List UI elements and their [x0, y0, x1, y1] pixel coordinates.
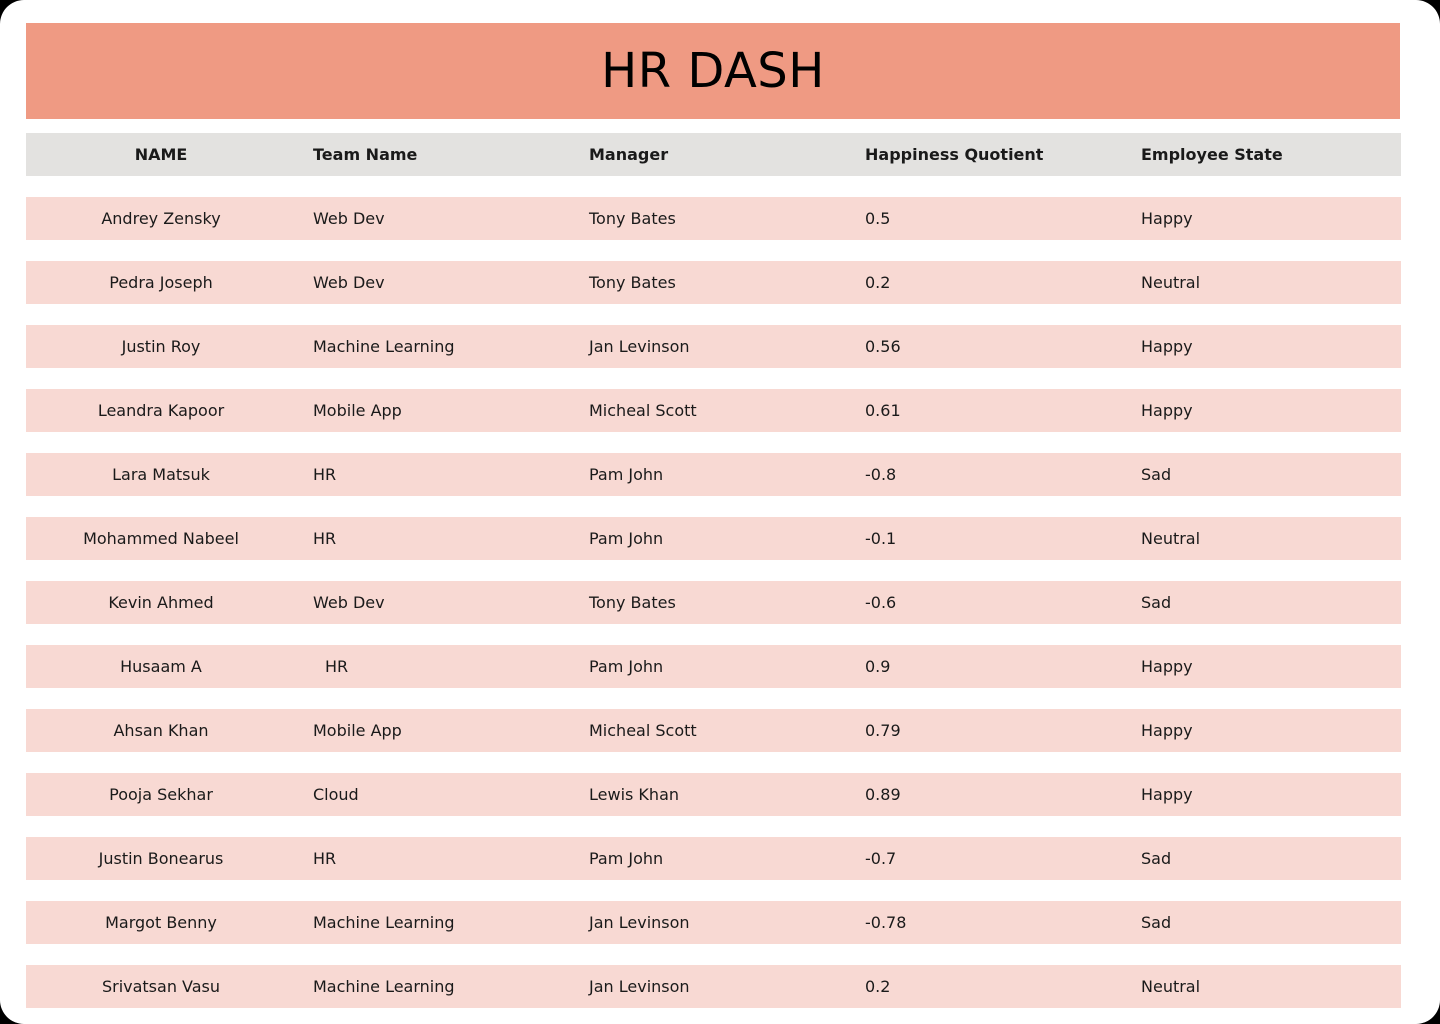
column-header-manager[interactable]: Manager [589, 145, 669, 164]
team-name-cell: Mobile App [313, 721, 402, 740]
team-name-cell: Web Dev [313, 209, 385, 228]
team-name-cell: HR [313, 465, 337, 484]
employee-state-cell: Happy [1141, 401, 1193, 420]
happiness-quotient-cell: 0.2 [865, 977, 891, 996]
table-row[interactable] [26, 197, 1401, 240]
manager-cell: Tony Bates [589, 593, 676, 612]
employee-state-cell: Sad [1141, 849, 1172, 868]
team-name-cell: Web Dev [313, 273, 385, 292]
manager-cell: Tony Bates [589, 273, 676, 292]
team-name-cell: Mobile App [313, 401, 402, 420]
column-header-team-name[interactable]: Team Name [313, 145, 418, 164]
table-row[interactable] [26, 325, 1401, 368]
table-row[interactable] [26, 645, 1401, 688]
manager-cell: Micheal Scott [589, 721, 697, 740]
manager-cell: Jan Levinson [589, 977, 690, 996]
manager-cell: Micheal Scott [589, 401, 697, 420]
employee-name-cell: Justin Bonearus [98, 849, 224, 868]
employee-state-cell: Happy [1141, 785, 1193, 804]
employee-state-cell: Happy [1141, 657, 1193, 676]
team-name-cell: HR [313, 529, 337, 548]
manager-cell: Pam John [589, 657, 664, 676]
team-name-cell: Web Dev [313, 593, 385, 612]
table-row[interactable] [26, 389, 1401, 432]
table-row[interactable] [26, 453, 1401, 496]
column-header-employee-state[interactable]: Employee State [1141, 145, 1283, 164]
team-name-cell: HR [325, 657, 349, 676]
happiness-quotient-cell: 0.89 [865, 785, 901, 804]
column-header-name[interactable]: NAME [134, 145, 188, 164]
employee-name-cell: Mohammed Nabeel [83, 529, 239, 548]
employee-name-cell: Leandra Kapoor [97, 401, 225, 420]
employee-name-cell: Justin Roy [121, 337, 201, 356]
employee-state-cell: Sad [1141, 913, 1172, 932]
column-header-happiness-quotient[interactable]: Happiness Quotient [865, 145, 1044, 164]
team-name-cell: Cloud [313, 785, 359, 804]
happiness-quotient-cell: 0.9 [865, 657, 891, 676]
employee-state-cell: Neutral [1141, 273, 1201, 292]
manager-cell: Jan Levinson [589, 337, 690, 356]
employee-name-cell: Andrey Zensky [101, 209, 221, 228]
happiness-quotient-cell: -0.8 [865, 465, 897, 484]
manager-cell: Jan Levinson [589, 913, 690, 932]
team-name-cell: Machine Learning [313, 337, 455, 356]
employee-name-cell: Margot Benny [105, 913, 217, 932]
team-name-cell: Machine Learning [313, 913, 455, 932]
employee-state-cell: Happy [1141, 209, 1193, 228]
employee-name-cell: Lara Matsuk [112, 465, 210, 484]
happiness-quotient-cell: 0.56 [865, 337, 901, 356]
team-name-cell: HR [313, 849, 337, 868]
employee-state-cell: Sad [1141, 593, 1172, 612]
happiness-quotient-cell: 0.2 [865, 273, 891, 292]
happiness-quotient-cell: -0.1 [865, 529, 897, 548]
employee-state-cell: Sad [1141, 465, 1172, 484]
employee-state-cell: Happy [1141, 337, 1193, 356]
employee-name-cell: Srivatsan Vasu [101, 977, 221, 996]
employee-name-cell: Husaam A [120, 657, 202, 676]
happiness-quotient-cell: 0.5 [865, 209, 891, 228]
team-name-cell: Machine Learning [313, 977, 455, 996]
happiness-quotient-cell: -0.7 [865, 849, 897, 868]
employee-name-cell: Pedra Joseph [109, 273, 213, 292]
manager-cell: Tony Bates [589, 209, 676, 228]
table-row[interactable] [26, 517, 1401, 560]
employee-state-cell: Happy [1141, 721, 1193, 740]
table-row[interactable] [26, 581, 1401, 624]
employee-state-cell: Neutral [1141, 977, 1201, 996]
employee-name-cell: Kevin Ahmed [108, 593, 214, 612]
title-banner [26, 23, 1400, 119]
table-row[interactable] [26, 773, 1401, 816]
employee-name-cell: Pooja Sekhar [109, 785, 213, 804]
employee-state-cell: Neutral [1141, 529, 1201, 548]
manager-cell: Pam John [589, 849, 664, 868]
employee-name-cell: Ahsan Khan [113, 721, 209, 740]
happiness-quotient-cell: 0.79 [865, 721, 901, 740]
manager-cell: Pam John [589, 465, 664, 484]
manager-cell: Lewis Khan [589, 785, 680, 804]
page-title: HR DASH [601, 43, 825, 99]
table-row[interactable] [26, 837, 1401, 880]
happiness-quotient-cell: -0.6 [865, 593, 897, 612]
table-row[interactable] [26, 901, 1401, 944]
happiness-quotient-cell: 0.61 [865, 401, 901, 420]
table-row[interactable] [26, 709, 1401, 752]
happiness-quotient-cell: -0.78 [865, 913, 907, 932]
manager-cell: Pam John [589, 529, 664, 548]
table-row[interactable] [26, 261, 1401, 304]
table-header-row [26, 133, 1401, 176]
table-row[interactable] [26, 965, 1401, 1008]
